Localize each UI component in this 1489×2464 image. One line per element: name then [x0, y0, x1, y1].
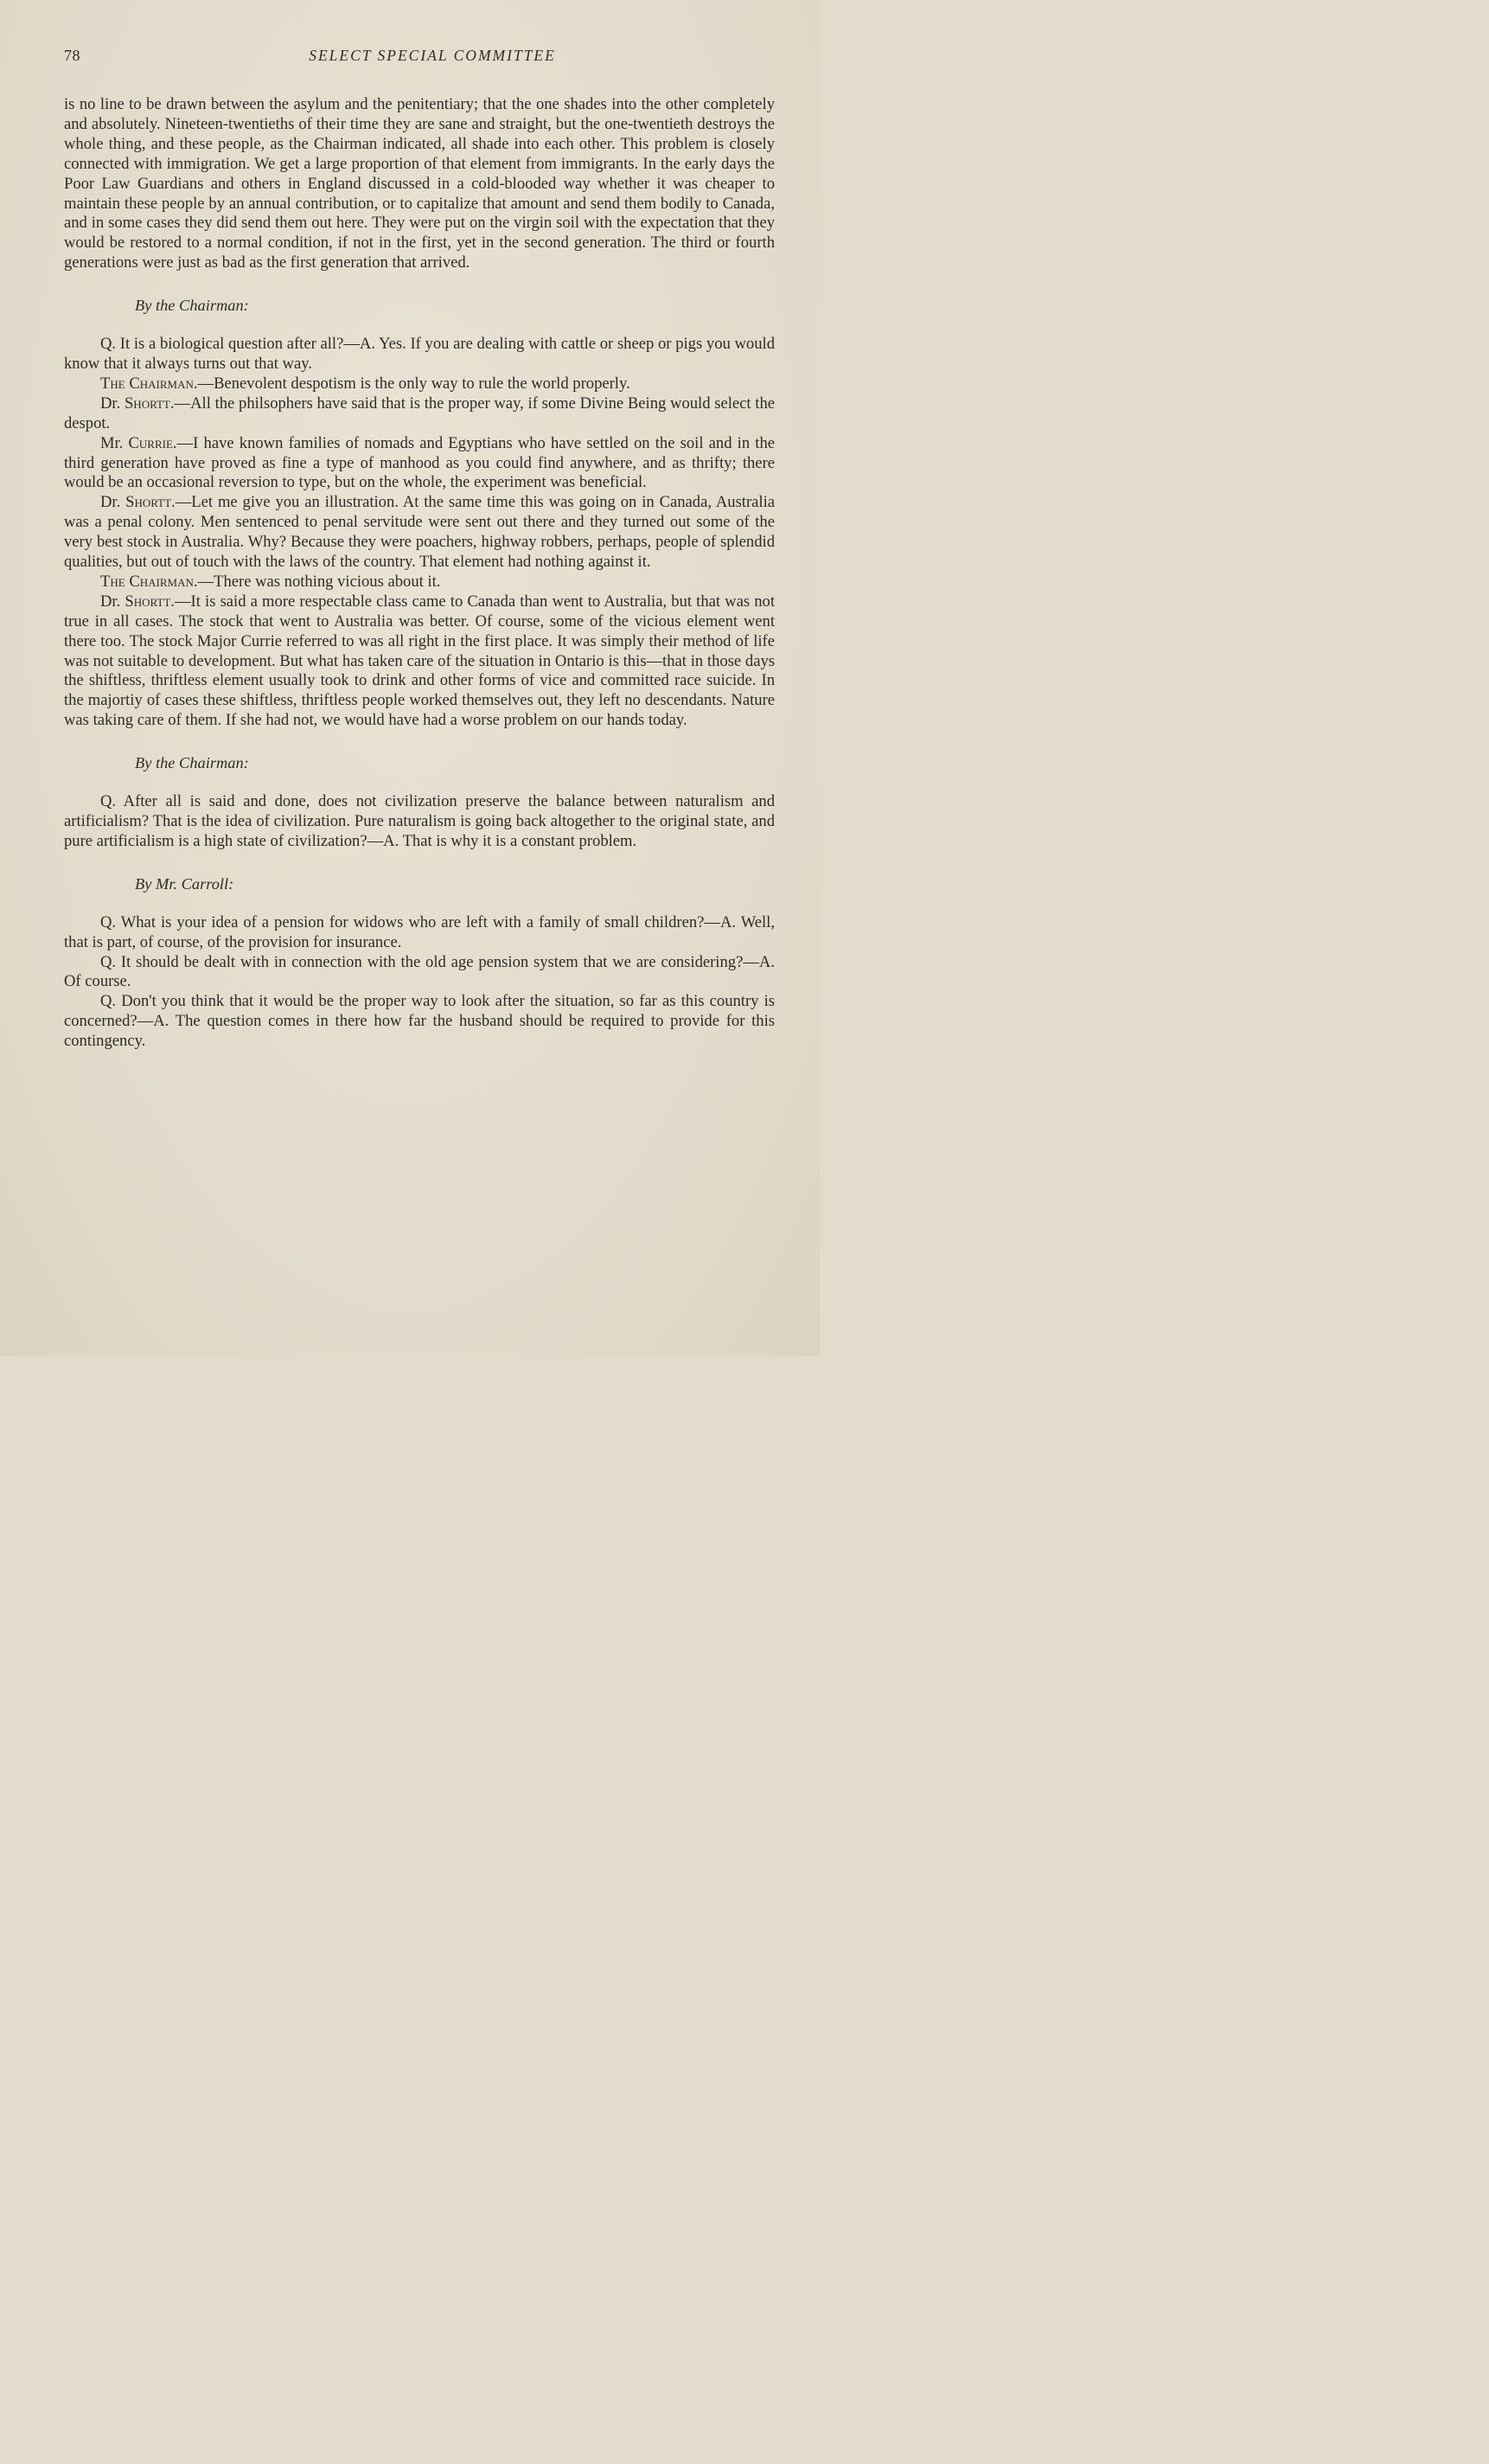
paragraph: Q. It is a biological question after all?—A. Yes. If you are dealing with cattle or sheep or pigs you would know that it always turns out that way. — [64, 335, 775, 373]
speaker-paragraph — [64, 394, 775, 434]
speaker-name: Shortt. — [124, 394, 175, 413]
speech-text: —There was nothing vicious about it. — [197, 572, 441, 591]
paragraph: Q. It should be dealt with in connection with the old age pension system that we are considering?—A. Of course. — [64, 952, 775, 991]
section-heading: By the Chairman: — [135, 297, 249, 315]
paragraph: is no line to be drawn between the asylum and the penitentiary; that the one shades into the other completely and absolutely. Nineteen-twentieths of their time they are sane and straight, but the one-twentieth destroys the whole thing, and these people, as the Chairman indicated, all shade into each other. This problem is closely connected with immigration. We get a large proportion of that element from immigrants. In the early days the Poor Law Guardians and others in England discussed in a cold-blooded way whether it was cheaper to maintain these people by an annual contribution, or to capitalize that amount and send them bodily to Canada, and in some cases they did send them out here. They were put on the virgin soil with the expectation that they would be restored to a normal condition, if not in the first, yet in the second generation. The third or fourth generations were just as bad as the first generation that arrived. — [64, 95, 775, 272]
speaker-paragraph — [64, 434, 775, 494]
paragraph: Q. After all is said and done, does not civilization preserve the balance between naturalism and artificialism? That is the idea of civilization. Pure naturalism is going back altogether to the original state, and pure artificialism is a high state of civilization?—A. That is why it is a constant problem. — [64, 792, 775, 850]
speech-text: —Benevolent despotism is the only way to rule the world properly. — [197, 374, 630, 393]
speaker-title: Dr. — [100, 493, 126, 512]
speaker-name: The Chairman. — [100, 374, 198, 393]
speaker-name: The Chairman. — [100, 572, 198, 591]
speaker-paragraph — [64, 493, 775, 573]
section-heading: By Mr. Carroll: — [135, 874, 234, 893]
speaker-title: Mr. — [100, 433, 129, 452]
speech-text: —Let me give you an illustration. At the same time this was going on in Canada, Australia was a penal colony. Men sentenced to penal servitude were sent out there and they turned out some of the very best stock in Australia. Why? Because they were poachers, highway robbers, perhaps, people of splendid qualities, but out of touch with the laws of the country. That element had nothing against it. — [64, 493, 776, 572]
paragraph: Q. Don't you think that it would be the proper way to look after the situation, so far as this country is concerned?—A. The question comes in there how far the husband should be required to provide for this contingency. — [64, 992, 775, 1051]
section-heading: By the Chairman: — [135, 754, 249, 772]
speaker-paragraph — [64, 592, 775, 731]
document-body — [64, 95, 775, 1052]
running-title: SELECT SPECIAL COMMITTEE — [309, 47, 556, 64]
paragraph: Q. What is your idea of a pension for widows who are left with a family of small children?—A. Well, that is part, of course, of the provision for insurance. — [64, 912, 775, 951]
speaker-name: Shortt. — [125, 592, 175, 611]
speaker-paragraph — [64, 374, 775, 394]
speaker-name: Shortt. — [125, 493, 176, 512]
document-page — [0, 0, 820, 1356]
page-number: 78 — [64, 47, 80, 64]
speech-text: —I have known families of nomads and Egyptians who have settled on the soil and in the third generation have proved as fine a type of manhood as you could find anywhere, and as thrifty; there would be an occasional reversion to type, but on the whole, the experiment was beneficial. — [64, 433, 775, 492]
speech-text: —It is said a more respectable class came to Canada than went to Australia, but that was not true in all cases. The stock that went to Australia was better. Of course, some of the vicious element went there too. The stock Major Currie referred to was all right in the first place. It was simply their method of life was not suitable to development. But what has taken care of the situation in Ontario is this—that in those days the shiftless, thriftless element usually took to drink and other forms of vice and committed race suicide. In the majortiy of cases these shiftless, thriftless people worked themselves out, they left no descendants. Nature was taking care of them. If she had not, we would have had a worse problem on our hands today. — [64, 592, 776, 730]
speaker-title: Dr. — [100, 592, 125, 611]
speaker-paragraph — [64, 573, 775, 592]
speaker-title: Dr. — [100, 394, 125, 413]
speaker-name: Currie. — [128, 433, 177, 452]
page-header — [64, 47, 775, 71]
speech-text: —All the philsophers have said that is the proper way, if some Divine Being would select the despot. — [64, 394, 776, 432]
